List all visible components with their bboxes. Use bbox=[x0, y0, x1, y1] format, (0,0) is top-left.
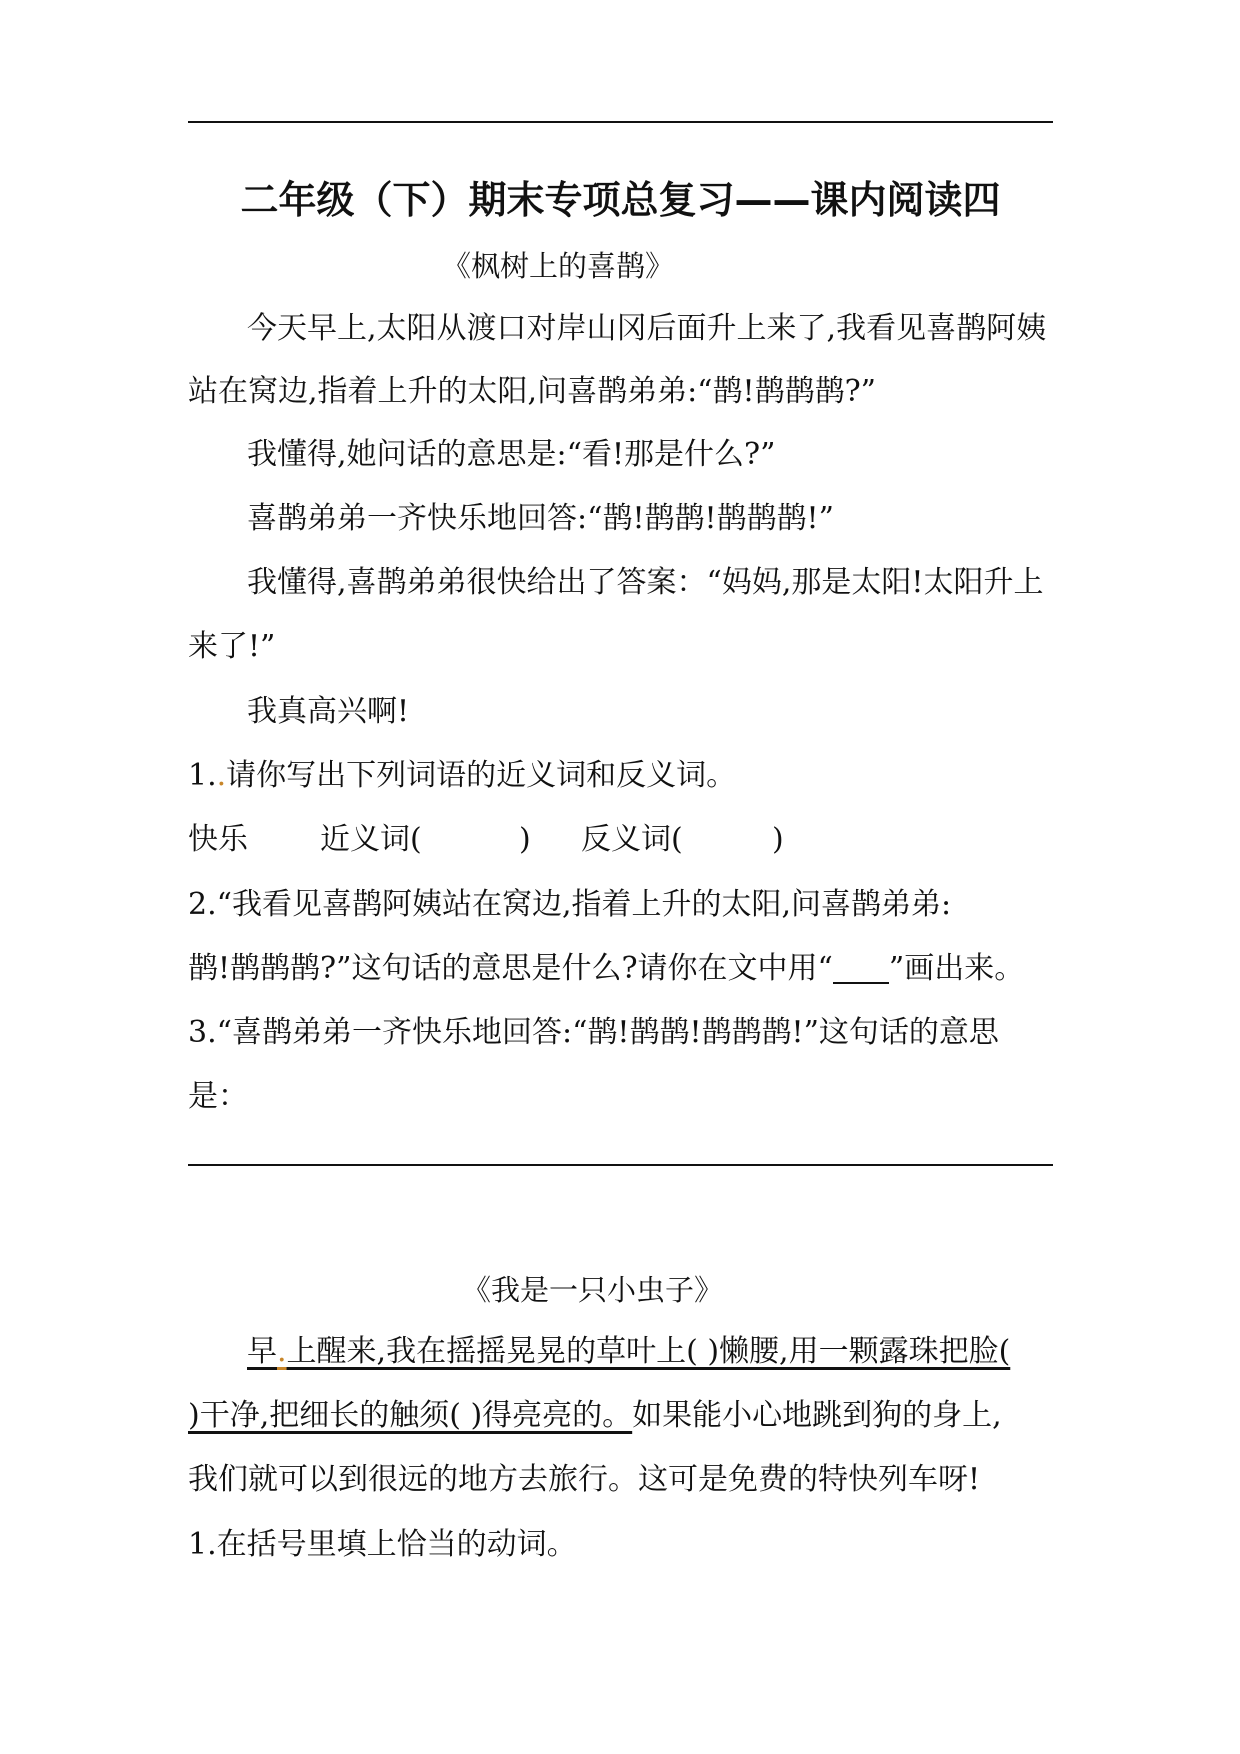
antonym-close: ) bbox=[772, 822, 784, 857]
passage1-paragraph2: 我懂得,她问话的意思是:“看!那是什么?” bbox=[247, 437, 776, 472]
question2-line2 bbox=[188, 949, 1058, 989]
synonym-label: 近义词( bbox=[320, 822, 422, 857]
passage1-paragraph5: 我真高兴啊! bbox=[247, 694, 410, 729]
passage1-paragraph1-line2: 站在窝边,指着上升的太阳,问喜鹊弟弟:“鹊!鹊鹊鹊?” bbox=[188, 374, 876, 409]
question3-line2: 是： bbox=[188, 1079, 248, 1114]
underline-blank bbox=[833, 954, 889, 984]
passage2-line3: 我们就可以到很远的地方去旅行。这可是免费的特快列车呀! bbox=[188, 1462, 981, 1497]
passage2-line1-rest: 上醒来,我在摇摇晃晃的草叶上( )懒腰,用一颗露珠把脸( bbox=[286, 1334, 1011, 1369]
question2-line1: 2.“我看见喜鹊阿姨站在窝边,指着上升的太阳,问喜鹊弟弟: bbox=[188, 887, 952, 922]
answer-rule bbox=[188, 1164, 1053, 1166]
passage2-question1: 1.在括号里填上恰当的动词。 bbox=[188, 1527, 577, 1562]
passage2-line2-underlined: )干净,把细长的触须( )得亮亮的。 bbox=[188, 1398, 633, 1433]
question3-line1: 3.“喜鹊弟弟一齐快乐地回答:“鹊!鹊鹊!鹊鹊鹊!”这句话的意思 bbox=[188, 1015, 999, 1050]
passage1-title: 《枫树上的喜鹊》 bbox=[442, 249, 675, 283]
passage1-paragraph3: 喜鹊弟弟一齐快乐地回答:“鹊!鹊鹊!鹊鹊鹊!” bbox=[247, 501, 834, 536]
question2-line2-end: ”画出来。 bbox=[888, 951, 1025, 986]
passage1-paragraph4-line1: 我懂得,喜鹊弟弟很快给出了答案：“妈妈,那是太阳!太阳升上 bbox=[247, 565, 1044, 600]
top-rule bbox=[188, 121, 1053, 123]
passage2-line1 bbox=[247, 1332, 1117, 1372]
page-title: 二年级（下）期末专项总复习——课内阅读四 bbox=[240, 178, 1001, 222]
passage2-line2 bbox=[188, 1396, 1058, 1436]
question1 bbox=[188, 756, 1058, 796]
passage2-line1-start: 早 bbox=[247, 1334, 277, 1369]
question1-text: 请你写出下列词语的近义词和反义词。 bbox=[226, 758, 737, 793]
question1-dot: . bbox=[216, 758, 227, 793]
passage1-paragraph4-line2: 来了!” bbox=[188, 629, 276, 664]
question2-line2-text: 鹊!鹊鹊鹊?”这句话的意思是什么?请你在文中用“ bbox=[188, 951, 833, 986]
question1-word: 快乐 bbox=[188, 822, 248, 857]
passage2-line2-rest: 如果能小心地跳到狗的身上, bbox=[632, 1398, 1002, 1433]
synonym-close: ) bbox=[519, 822, 531, 857]
passage1-paragraph1-line1: 今天早上,太阳从渡口对岸山冈后面升上来了,我看见喜鹊阿姨 bbox=[247, 311, 1047, 346]
question1-number: 1. bbox=[188, 758, 217, 793]
passage2-title: 《我是一只小虫子》 bbox=[462, 1273, 724, 1307]
passage2-dot: . bbox=[277, 1334, 287, 1369]
antonym-label: 反义词( bbox=[581, 822, 683, 857]
question1-answer-row bbox=[188, 820, 1058, 860]
